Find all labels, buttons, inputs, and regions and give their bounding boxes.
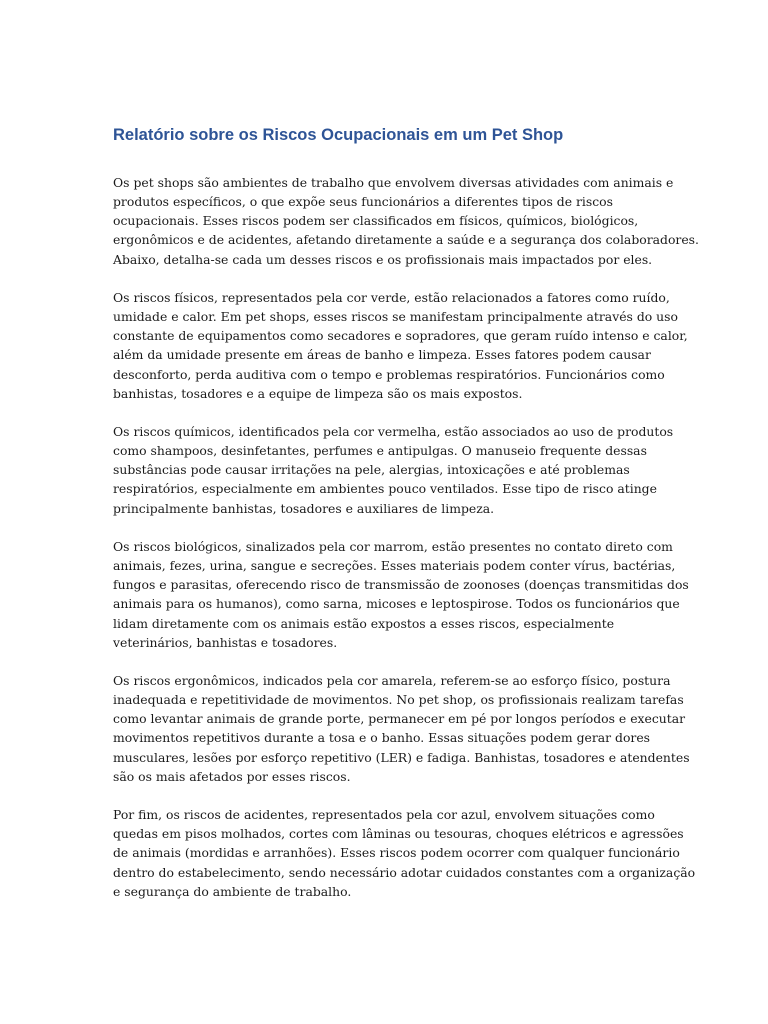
text-line: de animais (mordidas e arranhões). Esses riscos podem ocorrer com qualquer funcionário (113, 845, 680, 861)
text-line: Abaixo, detalha-se cada um desses riscos e os profissionais mais impactados por eles. (113, 251, 653, 267)
text-line: lidam diretamente com os animais estão expostos a esses riscos, especialmente (113, 615, 615, 631)
paragraph-biological-risks (113, 537, 689, 652)
text-line: umidade e calor. Em pet shops, esses riscos se manifestam principalmente através do uso (113, 309, 678, 325)
text-line: desconforto, perda auditiva com o tempo e problemas respiratórios. Funcionários como (113, 366, 665, 382)
text-line: são os mais afetados por esses riscos. (113, 768, 351, 784)
text-line: veterinários, banhistas e tosadores. (113, 634, 338, 650)
text-line: respiratórios, especialmente em ambientes pouco ventilados. Esse tipo de risco atinge (113, 481, 657, 497)
text-line: como levantar animais de grande porte, permanecer em pé por longos períodos e executar (113, 711, 686, 727)
text-line: Os riscos ergonômicos, indicados pela cor amarela, referem-se ao esforço físico, postura (113, 673, 671, 688)
text-line: como shampoos, desinfetantes, perfumes e antipulgas. O manuseio frequente dessas (113, 443, 647, 459)
paragraph-introduction (113, 173, 699, 269)
text-line: inadequada e repetitividade de movimentos. No pet shop, os profissionais realizam tarefas (113, 692, 684, 708)
paragraph-physical-risks (113, 288, 688, 403)
text-line: quedas em pisos molhados, cortes com lâminas ou tesouras, choques elétricos e agressões (113, 826, 684, 842)
text-line: Os pet shops são ambientes de trabalho que envolvem diversas atividades com animais e (113, 175, 674, 190)
text-line: Por fim, os riscos de acidentes, representados pela cor azul, envolvem situações como (113, 807, 655, 823)
text-line: movimentos repetitivos durante a tosa e o banho. Essas situações podem gerar dores (113, 730, 651, 746)
text-line: animais, fezes, urina, sangue e secreções. Esses materiais podem conter vírus, bactérias, (113, 558, 676, 574)
paragraph-accident-risks (113, 805, 696, 901)
text-line: dentro do estabelecimento, sendo necessário adotar cuidados constantes com a organização (113, 864, 696, 880)
paragraph-chemical-risks (113, 422, 674, 518)
document-title: Relatório sobre os Riscos Ocupacionais em um Pet Shop (113, 126, 564, 144)
text-line: fungos e parasitas, oferecendo risco de transmissão de zoonoses (doenças transmitidas dos (113, 577, 689, 593)
text-line: produtos específicos, o que expõe seus funcionários a diferentes tipos de riscos (113, 194, 613, 210)
text-line: constante de equipamentos como secadores e sopradores, que geram ruído intenso e calor, (113, 328, 688, 344)
document-page (113, 124, 699, 920)
text-line: substâncias pode causar irritações na pele, alergias, intoxicações e até problemas (113, 462, 630, 478)
text-line: Os riscos biológicos, sinalizados pela cor marrom, estão presentes no contato direto com (113, 538, 673, 554)
text-line: ocupacionais. Esses riscos podem ser classificados em físicos, químicos, biológicos, (113, 213, 639, 229)
text-line: musculares, lesões por esforço repetitivo (LER) e fadiga. Banhistas, tosadores e atendentes (113, 749, 690, 765)
text-line: ergonômicos e de acidentes, afetando diretamente a saúde e a segurança dos colaboradores. (113, 232, 699, 248)
text-line: animais para os humanos), como sarna, micoses e leptospirose. Todos os funcionários que (113, 596, 680, 612)
text-line: Os riscos químicos, identificados pela cor vermelha, estão associados ao uso de produtos (113, 424, 674, 439)
paragraph-ergonomic-risks (113, 671, 690, 786)
text-line: Os riscos físicos, representados pela cor verde, estão relacionados a fatores como ruído, (113, 289, 670, 305)
text-line: além da umidade presente em áreas de banho e limpeza. Esses fatores podem causar (113, 347, 651, 363)
text-line: principalmente banhistas, tosadores e auxiliares de limpeza. (113, 500, 495, 516)
text-line: e segurança do ambiente de trabalho. (113, 883, 352, 899)
text-line: banhistas, tosadores e a equipe de limpeza são os mais expostos. (113, 385, 523, 401)
